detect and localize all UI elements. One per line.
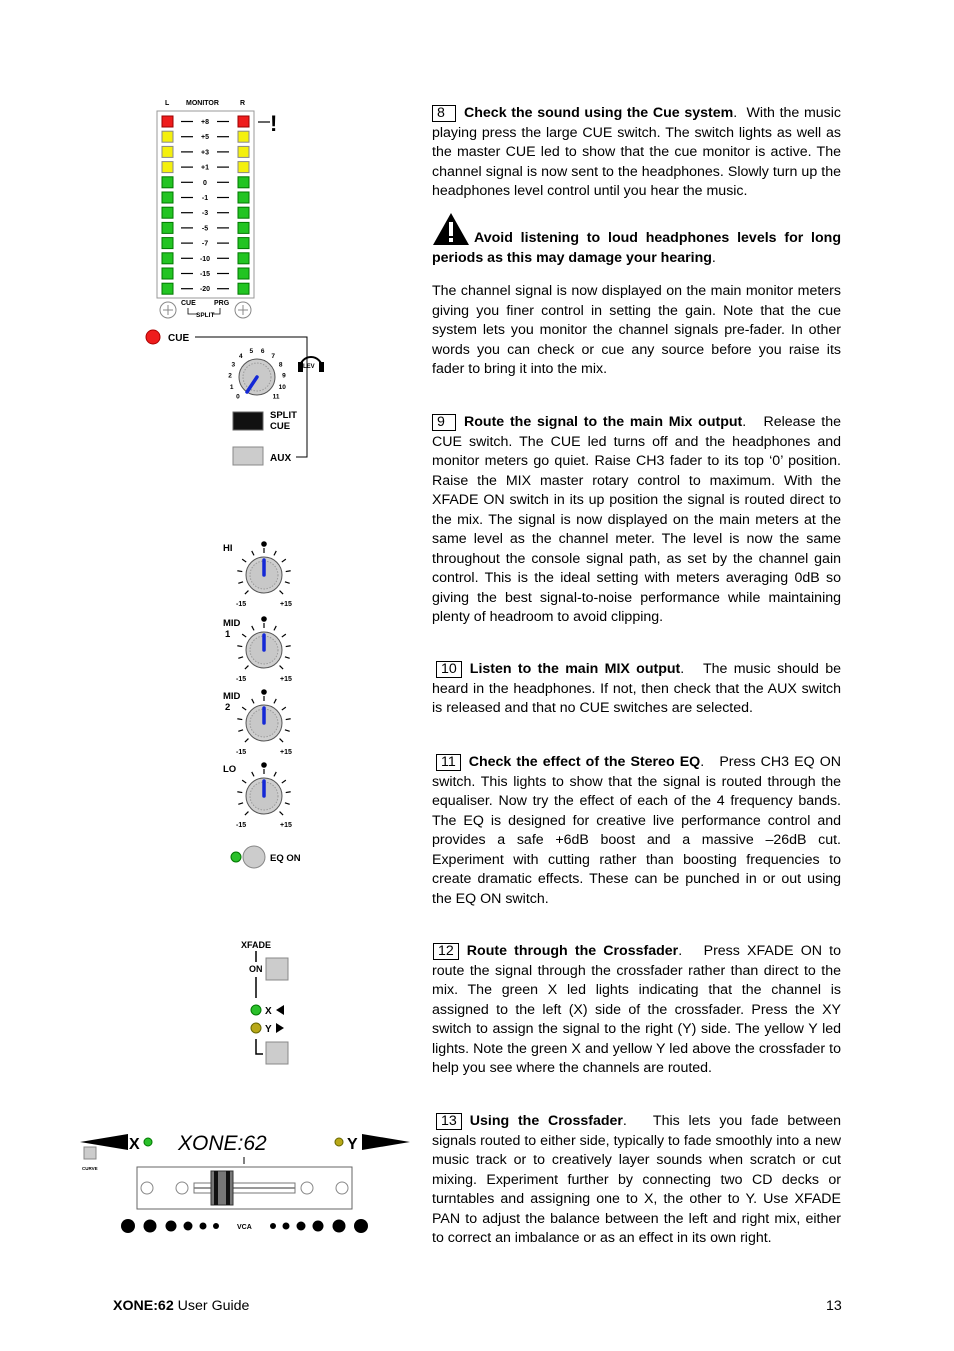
- eq-min-label: -15: [236, 822, 247, 829]
- eq-min-label: -15: [236, 601, 247, 608]
- meter-led-right: [238, 222, 249, 233]
- level-tick-label: 6: [260, 348, 265, 356]
- section-8: 8 Check the sound using the Cue system. With the music playing press the large CUE switch. The switch lights as well as the master CUE led to show that the cue monitor is active. The channel signal is now sent to the headphones. Slowly turn up the headphones level control until you hear the music.: [432, 105, 842, 199]
- cue-led-label: CUE: [168, 333, 190, 344]
- section-12: 12 Route through the Crossfader. Press XFADE ON to route the signal through the crossfader rather than direct to the mix. The green X led lights indicating that the channel is assigned to the left (X) side of the crossfader. Press the XY switch to assign the signal to the right (Y) side. The yellow Y led lights. Note the green X and yellow Y led above the crossfader to help you see where the channels are routed.: [432, 943, 841, 1076]
- aux-label: AUX: [270, 453, 292, 464]
- warning-text: Avoid listening to loud headphones levels for long periods as this may damage your hearing: [432, 230, 841, 266]
- curve-switch[interactable]: [84, 1147, 96, 1159]
- meter-label-split: SPLIT: [196, 312, 215, 319]
- eq-on-label: EQ ON: [270, 853, 301, 864]
- meter-led-left: [162, 207, 173, 218]
- eq-band-label: LO: [223, 764, 237, 775]
- meter-led-left: [162, 222, 173, 233]
- section-text: This lets you fade between signals routed to either side, typically to fade smoothly into a new music track or to creatively layer sounds when scratch or cut mixing. Experiment further by connecting two CD decks or turntables and assigning one to X, the other to Y. Use XFADE PAN to adjust the balance between the left and right mix, either to correct an imbalance or as an effect in its own right.: [432, 1113, 842, 1246]
- meter-scale-label: -7: [201, 240, 209, 248]
- section-title: Check the sound using the Cue system: [464, 105, 734, 121]
- eq-section: [223, 541, 292, 829]
- level-tick-label: 0: [236, 393, 240, 401]
- footer-title: [113, 1298, 249, 1314]
- footer-suffix: User Guide: [177, 1298, 250, 1314]
- meter-led-right: [238, 177, 249, 188]
- eq-band-label-sub: 2: [225, 702, 231, 713]
- eq-knob[interactable]: [237, 762, 290, 815]
- meter-scale-label: -10: [199, 255, 211, 263]
- y-side-arrow-icon: [362, 1134, 410, 1150]
- meter-led-right: [238, 283, 249, 294]
- level-tick-label: 11: [272, 393, 280, 401]
- level-tick-label: 2: [228, 372, 232, 380]
- eq-min-label: -15: [236, 749, 247, 756]
- headphone-level-knob[interactable]: [239, 359, 275, 395]
- xy-assign-switch[interactable]: [266, 1042, 288, 1064]
- meter-label-prg: PRG: [214, 300, 230, 307]
- section-monitor-text: [432, 282, 841, 380]
- xfade-on-switch[interactable]: [266, 958, 288, 980]
- x-led: [251, 1005, 261, 1015]
- meter-led-left: [162, 283, 173, 294]
- section-9: 9 Route the signal to the main Mix output. Release the CUE switch. The CUE led turns off and the headphones and monitor meters go quiet. Raise CH3 fader to its top ‘0’ position. Raise the MIX master rotary control to maximum. With the XFADE ON switch in its up position the signal is routed direct to the mix. The signal is now displayed on the main meters at the same level as the channel meter. The level is now the same throughout the console signal path, as set by the channel gain control. This is the ideal setting with meters averaging 0dB so giving the best signal-to-noise performance while maintaining plenty of headroom to avoid clipping.: [432, 414, 841, 625]
- eq-band-label: MID: [223, 618, 241, 629]
- section-title: Using the Crossfader: [469, 1113, 623, 1129]
- eq-on-switch[interactable]: [243, 846, 265, 868]
- meter-label-monitor: MONITOR: [186, 100, 219, 107]
- meter-led-left: [162, 116, 173, 127]
- x-arrow-icon: [276, 1005, 284, 1015]
- warning-triangle-icon: [432, 212, 470, 246]
- level-tick-label: 7: [271, 352, 275, 360]
- section-text: Release the CUE switch. The CUE led turns off and the headphones and monitor meters go quiet. Raise CH3 fader to its top ‘0’ position. Raise the MIX master rotary control to maximum. With the XFADE ON switch in its up position the signal is routed direct to the mix. The signal is now displayed on the main meters at the same level as the channel meter. The level is now the same throughout the console signal path, as set by the channel gain control. This is the ideal setting with meters averaging 0dB so giving the best signal-to-noise performance while maintaining plenty of headroom to avoid clipping.: [432, 414, 841, 625]
- y-assign-label: Y: [265, 1024, 272, 1035]
- meter-scale-label: +8: [201, 119, 209, 126]
- step-number: 13: [436, 1113, 462, 1130]
- step-number: 12: [433, 943, 459, 960]
- meter-led-right: [238, 253, 249, 264]
- section-title: Route the signal to the main Mix output: [464, 414, 743, 430]
- crossfader-x-label: X: [129, 1136, 140, 1153]
- page-number: 13: [826, 1298, 842, 1314]
- eq-max-label: +15: [280, 601, 292, 608]
- eq-on-led: [231, 852, 241, 862]
- meter-led-right: [238, 146, 249, 157]
- section-13: 13 Using the Crossfader. This lets you fade between signals routed to either side, typically to fade smoothly into a new music track or to creatively layer sounds when scratch or cut mixing. Experiment further by connecting two CD decks or turntables and assigning one to X, the other to Y. Use XFADE PAN to adjust the balance between the left and right mix, either to correct an imbalance or as an effect in its own right.: [432, 1113, 842, 1246]
- level-tick-label: 3: [231, 361, 236, 369]
- meter-led-left: [162, 162, 173, 173]
- curve-label: CURVE: [82, 1166, 98, 1171]
- vca-label: VCA: [237, 1224, 252, 1231]
- footer-product: XONE:62: [113, 1298, 174, 1314]
- step-number: 11: [436, 754, 461, 771]
- meter-scale: [181, 119, 229, 293]
- meter-led-right: [238, 162, 249, 173]
- cue-led: [146, 330, 160, 344]
- eq-max-label: +15: [280, 749, 292, 756]
- meter-led-left: [162, 238, 173, 249]
- meter-scale-label: -15: [199, 271, 211, 278]
- section-text: Press CH3 EQ ON switch. This lights to show that the signal is routed through the equaliser. Now try the effect of each of the 4 frequency bands. The EQ is designed for creative live performance control and provides a safe +6dB boost and a massive –26dB cut. Experiment with cutting rather than boosting frequencies to create dramatic effects. These can be punched in or out using the EQ ON switch.: [432, 754, 841, 907]
- meter-led-left: [162, 146, 173, 157]
- meter-led-right: [238, 116, 249, 127]
- level-tick-label: 1: [229, 383, 234, 391]
- crossfader-y-led: [335, 1138, 343, 1146]
- level-tick-label: 5: [249, 348, 254, 356]
- eq-knob[interactable]: [237, 541, 290, 594]
- section-text: The music should be heard in the headphones. If not, then check that the AUX switch is released and that no CUE switches are selected.: [432, 661, 841, 716]
- meter-scale-label: -1: [201, 195, 209, 202]
- meter-led-right: [238, 192, 249, 203]
- meter-led-left: [162, 192, 173, 203]
- meter-led-right: [238, 207, 249, 218]
- aux-switch[interactable]: [233, 447, 263, 465]
- warning-note: Avoid listening to loud headphones levels for long periods as this may damage your hearing.: [432, 212, 841, 268]
- meter-led-left: [162, 268, 173, 279]
- meter-led-left: [162, 253, 173, 264]
- section-title: Listen to the main MIX output: [469, 661, 681, 677]
- level-tick-label: 4: [239, 352, 243, 360]
- meter-scale-label: -5: [201, 225, 209, 233]
- lev-label: LEV: [303, 364, 315, 370]
- level-tick-label: 10: [278, 383, 286, 391]
- split-cue-switch[interactable]: [233, 412, 263, 430]
- meter-leds: [162, 116, 249, 294]
- eq-knob[interactable]: [237, 616, 290, 669]
- x-assign-label: X: [265, 1006, 272, 1017]
- xone-logo: XONE:62: [178, 1132, 267, 1155]
- eq-band-label-sub: 1: [225, 629, 231, 640]
- level-tick-label: 9: [282, 372, 286, 380]
- step-number: 8: [432, 105, 456, 122]
- section-title: Check the effect of the Stereo EQ: [468, 754, 701, 770]
- section-10: 10 Listen to the main MIX output. The music should be heard in the headphones. If not, then check that the AUX switch is released and that no CUE switches are selected.: [432, 661, 841, 716]
- section-11: 11 Check the effect of the Stereo EQ. Press CH3 EQ ON switch. This lights to show that the signal is routed through the equaliser. Now try the effect of each of the 4 frequency bands. The EQ is designed for creative live performance control and provides a safe +6dB boost and a massive –26dB cut. Experiment with cutting rather than boosting frequencies to create dramatic effects. These can be punched in or out using the EQ ON switch.: [432, 754, 841, 907]
- y-led: [251, 1023, 261, 1033]
- meter-label-l: L: [165, 100, 170, 107]
- meter-led-right: [238, 131, 249, 142]
- crossfader-y-label: Y: [347, 1136, 358, 1153]
- section-text: Press XFADE ON to route the signal through the crossfader rather than direct to the mix. The green X led lights indicating that the channel is assigned to the left (X) side of the crossfader. Press the XY switch to assign the signal to the right (Y) side. The yellow Y led lights. Note the green X and yellow Y led above the crossfader to help you see where the channels are routed.: [432, 943, 841, 1076]
- y-arrow-icon: [276, 1023, 284, 1033]
- eq-min-label: -15: [236, 676, 247, 683]
- xfade-on-label: ON: [249, 964, 263, 974]
- eq-band-label: HI: [223, 543, 233, 554]
- eq-max-label: +15: [280, 822, 292, 829]
- eq-max-label: +15: [280, 676, 292, 683]
- meter-led-right: [238, 268, 249, 279]
- meter-scale-label: +1: [201, 164, 209, 172]
- step-number: 10: [436, 661, 462, 678]
- meter-led-left: [162, 177, 173, 188]
- meter-label-r: R: [240, 100, 246, 107]
- meter-led-left: [162, 131, 173, 142]
- xfade-label: XFADE: [241, 940, 272, 950]
- meter-led-right: [238, 238, 249, 249]
- meter-scale-label: -20: [199, 286, 211, 294]
- meter-scale-label: 0: [203, 179, 207, 187]
- peak-mark: !: [270, 111, 278, 136]
- section-text: With the music playing press the large CUE switch. The switch lights as well as the master CUE led to show that the cue monitor is active. The channel signal is now sent to the headphones. Slowly turn up the headphones level control until you hear the music.: [432, 105, 842, 199]
- section-title: Route through the Crossfader: [466, 943, 679, 959]
- eq-band-label: MID: [223, 691, 241, 702]
- meter-scale-label: +3: [201, 149, 209, 157]
- section-text: The channel signal is now displayed on the main monitor meters giving you finer control in setting the gain. Note that the cue system lets you monitor the channel signals pre-fader. In other words you can check or cue any source before you raise its fader to bring it into the mix.: [432, 283, 841, 377]
- step-number: 9: [432, 414, 456, 431]
- meter-scale-label: -3: [201, 210, 209, 218]
- meter-scale-label: +5: [201, 134, 209, 142]
- crossfader-x-led: [144, 1138, 152, 1146]
- split-cue-label: SPLIT CUE: [270, 410, 297, 432]
- meter-label-cue: CUE: [181, 300, 196, 307]
- level-tick-label: 8: [278, 361, 283, 369]
- eq-knob[interactable]: [237, 689, 290, 742]
